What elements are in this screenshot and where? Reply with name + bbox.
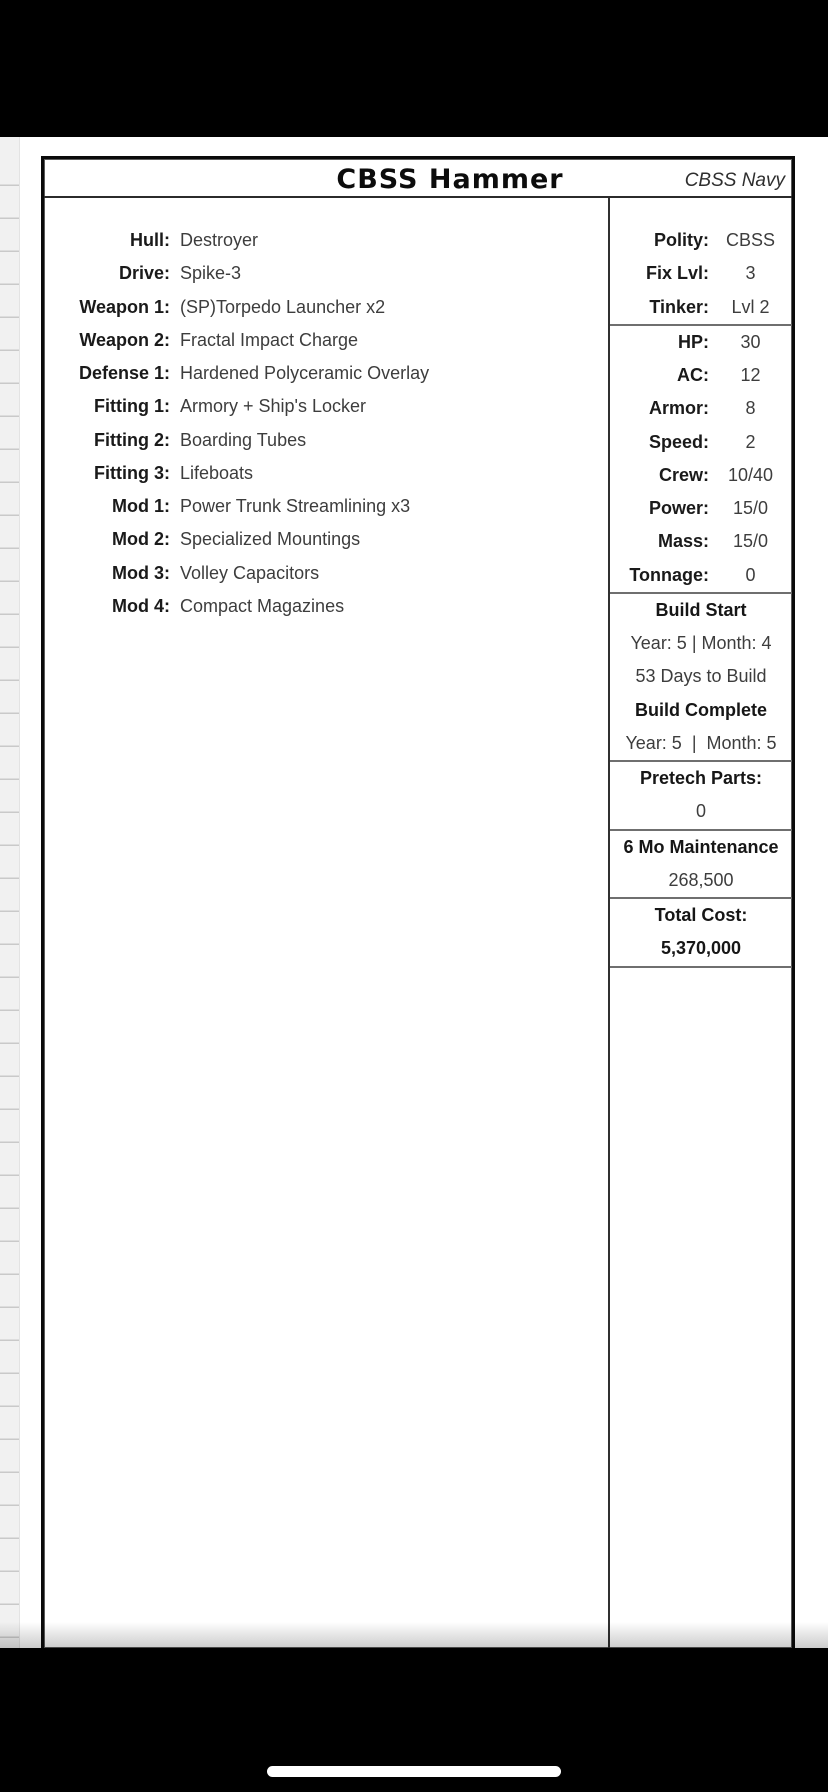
stat-row-speed xyxy=(610,426,792,459)
stat-label: Tinker: xyxy=(649,296,709,317)
component-label: Drive: xyxy=(118,263,170,284)
stat-label: Crew: xyxy=(658,464,709,485)
stat-row-armor xyxy=(610,392,792,425)
component-value: Spike-3 xyxy=(180,263,242,284)
stat-value: 10/40 xyxy=(727,464,774,485)
total-cost-value: 5,370,000 xyxy=(660,938,742,959)
maintenance-label: 6 Mo Maintenance xyxy=(623,836,779,857)
total-cost-group xyxy=(610,899,792,968)
build-complete-date: Year: 5 | Month: 5 xyxy=(625,732,777,753)
stat-label: Fix Lvl: xyxy=(645,263,709,284)
stat-label: Armor: xyxy=(648,398,709,419)
stat-label: Mass: xyxy=(657,531,709,552)
component-value: Lifeboats xyxy=(180,462,254,483)
stat-label: Speed: xyxy=(648,431,709,452)
component-label: Mod 1: xyxy=(112,496,170,517)
ship-record-card xyxy=(41,156,795,1648)
component-label: Mod 3: xyxy=(112,562,170,583)
component-label: Fitting 1: xyxy=(94,396,170,417)
component-row-hull xyxy=(44,224,608,257)
component-value: Fractal Impact Charge xyxy=(180,329,359,350)
stat-row-fix-lvl xyxy=(610,257,792,290)
stat-value: 8 xyxy=(745,398,756,419)
build-complete-label: Build Complete xyxy=(634,699,767,720)
stat-label: AC: xyxy=(677,365,709,386)
component-row-weapon-2 xyxy=(44,324,608,357)
stat-value: Lvl 2 xyxy=(731,296,770,317)
total-cost-label: Total Cost: xyxy=(654,905,748,926)
component-value: Compact Magazines xyxy=(180,595,345,616)
component-value: Armory + Ship's Locker xyxy=(180,396,367,417)
component-value: Boarding Tubes xyxy=(180,429,307,450)
stat-value: 0 xyxy=(745,564,756,585)
pretech-parts-group xyxy=(610,762,792,831)
stat-label: Tonnage: xyxy=(629,564,709,585)
card-body xyxy=(44,198,792,1648)
component-label: Mod 4: xyxy=(112,595,170,616)
stat-value: 15/0 xyxy=(732,531,769,552)
build-start-date: Year: 5 | Month: 4 xyxy=(630,633,772,654)
stat-row-polity xyxy=(610,224,792,257)
stat-row-tinker xyxy=(610,291,792,324)
stat-row-mass xyxy=(610,525,792,558)
stat-value: CBSS xyxy=(725,230,776,251)
component-value: Destroyer xyxy=(180,230,259,251)
build-info-group xyxy=(610,594,792,762)
ship-affiliation: CBSS Navy xyxy=(684,170,785,191)
maintenance-group xyxy=(610,831,792,900)
home-indicator[interactable] xyxy=(267,1766,561,1777)
pretech-parts-label: Pretech Parts: xyxy=(639,768,763,789)
component-label: Hull: xyxy=(130,230,170,251)
component-label: Defense 1: xyxy=(78,363,170,384)
build-start-label: Build Start xyxy=(655,599,747,620)
component-row-defense-1 xyxy=(44,357,608,390)
component-row-fitting-2 xyxy=(44,424,608,457)
component-label: Weapon 2: xyxy=(79,329,170,350)
component-value: Hardened Polyceramic Overlay xyxy=(180,363,430,384)
component-value: (SP)Torpedo Launcher x2 xyxy=(180,296,386,317)
stat-value: 3 xyxy=(745,263,756,284)
bottom-bar xyxy=(0,1648,828,1792)
component-row-mod-2 xyxy=(44,523,608,556)
component-row-drive xyxy=(44,257,608,290)
component-label: Weapon 1: xyxy=(79,296,170,317)
maintenance-value: 268,500 xyxy=(668,869,734,890)
stat-label: Power: xyxy=(648,498,709,519)
card-header xyxy=(44,159,792,198)
component-row-mod-3 xyxy=(44,557,608,590)
stat-value: 30 xyxy=(740,331,761,352)
component-value: Volley Capacitors xyxy=(180,562,320,583)
component-row-fitting-1 xyxy=(44,390,608,423)
stat-row-hp xyxy=(610,326,792,359)
component-label: Mod 2: xyxy=(112,529,170,550)
component-label: Fitting 3: xyxy=(94,462,170,483)
stat-value: 15/0 xyxy=(732,498,769,519)
spreadsheet-edge-ruled-lines xyxy=(0,137,20,1648)
stat-value: 12 xyxy=(740,365,761,386)
component-row-fitting-3 xyxy=(44,457,608,490)
stat-row-power xyxy=(610,492,792,525)
identity-stats-group xyxy=(610,224,792,326)
pretech-parts-value: 0 xyxy=(695,801,706,822)
component-label: Fitting 2: xyxy=(94,429,170,450)
status-bar xyxy=(0,0,828,137)
component-row-mod-1 xyxy=(44,490,608,523)
stat-row-tonnage xyxy=(610,559,792,592)
stats-sidebar xyxy=(608,198,792,1648)
stat-label: HP: xyxy=(678,331,709,352)
stat-label: Polity: xyxy=(653,230,709,251)
days-to-build: 53 Days to Build xyxy=(635,666,767,687)
combat-stats-group xyxy=(610,326,792,594)
sheet-page[interactable] xyxy=(0,137,828,1648)
stat-row-crew xyxy=(610,459,792,492)
stat-row-ac xyxy=(610,359,792,392)
component-value: Power Trunk Streamlining x3 xyxy=(180,496,411,517)
component-row-weapon-1 xyxy=(44,291,608,324)
stats-empty-area xyxy=(610,968,792,1649)
component-value: Specialized Mountings xyxy=(180,529,361,550)
component-row-mod-4 xyxy=(44,590,608,623)
components-list xyxy=(44,198,608,1648)
ship-name-title: CBSS Hammer xyxy=(336,164,564,195)
stat-value: 2 xyxy=(745,431,756,452)
